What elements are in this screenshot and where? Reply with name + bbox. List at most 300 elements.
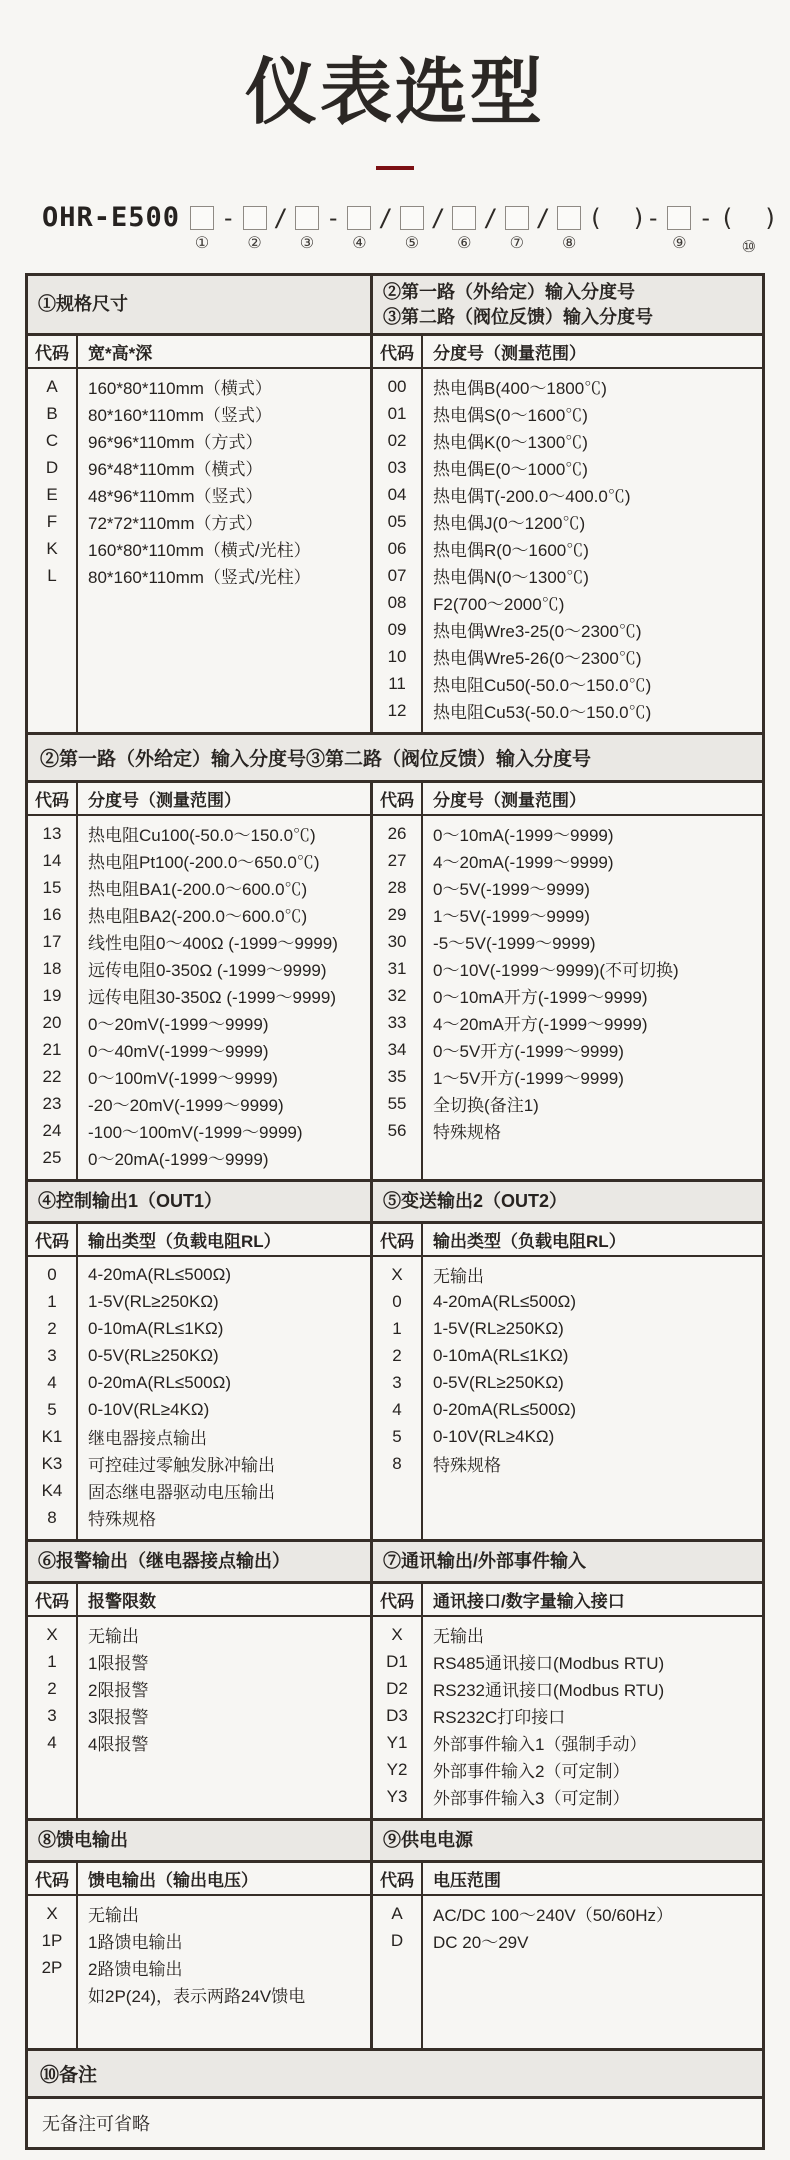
desc-cell: 0～10V(-1999～9999)(不可切换) <box>433 961 679 980</box>
code-row <box>373 928 762 955</box>
code-row <box>373 955 762 982</box>
code-box <box>243 206 267 230</box>
header-line: ①规格尺寸 <box>38 294 128 315</box>
code-row <box>28 928 370 955</box>
desc-cell: 0～100mV(-1999～9999) <box>88 1069 278 1088</box>
code-cell: 29 <box>387 904 407 924</box>
model-box-segment <box>505 202 529 255</box>
code-row <box>28 1063 370 1090</box>
code-cell: X <box>391 1624 403 1644</box>
code-row <box>373 1783 762 1810</box>
desc-cell: 96*96*110mm（方式） <box>88 433 263 452</box>
code-row <box>373 616 762 643</box>
rows <box>373 1257 762 1485</box>
desc-cell: -100～100mV(-1999～9999) <box>88 1123 303 1142</box>
code-cell: 34 <box>387 1039 407 1059</box>
code-cell: 14 <box>42 850 62 870</box>
desc-cell: 4限报警 <box>88 1735 149 1754</box>
code-row <box>28 535 370 562</box>
rows <box>28 1896 370 2048</box>
model-box-segment <box>400 202 424 255</box>
code-cell: F <box>46 511 58 531</box>
code-cell: 19 <box>42 985 62 1005</box>
separator-text: / <box>378 204 393 232</box>
code-row <box>373 1036 762 1063</box>
rows <box>373 369 762 732</box>
code-cell: 11 <box>388 673 406 693</box>
code-column-header: 代码 <box>35 1871 69 1890</box>
code-row <box>373 427 762 454</box>
code-cell: X <box>46 1903 58 1923</box>
position-number-label: ② <box>247 235 262 252</box>
desc-cell: 热电偶B(400～1800℃) <box>433 379 607 398</box>
rows <box>373 816 762 1152</box>
table-section-input-ranges <box>28 732 762 1179</box>
separator-text: - <box>325 204 341 232</box>
code-row <box>373 1117 762 1144</box>
column-header-row <box>28 1584 370 1617</box>
code-cell: 31 <box>387 958 407 978</box>
desc-cell: 160*80*110mm（横式/光柱） <box>88 541 311 560</box>
code-cell: 3 <box>392 1372 402 1392</box>
code-grid <box>373 336 762 732</box>
desc-cell: 0～20mA(-1999～9999) <box>88 1150 269 1169</box>
model-box-segment <box>452 202 476 255</box>
desc-cell: 0～5V(-1999～9999) <box>433 880 590 899</box>
page-title: 仪表选型 <box>244 53 545 133</box>
code-row <box>28 427 370 454</box>
desc-cell: 热电阻Cu100(-50.0～150.0℃) <box>88 826 316 845</box>
code-cell: A <box>46 376 58 396</box>
desc-cell: RS485通讯接口(Modbus RTU) <box>433 1654 665 1673</box>
code-row <box>373 1648 762 1675</box>
desc-cell: 外部事件输入3（可定制） <box>433 1789 630 1808</box>
code-row <box>373 481 762 508</box>
code-cell: 3 <box>47 1345 57 1365</box>
desc-cell: 1～5V开方(-1999～9999) <box>433 1069 624 1088</box>
code-row <box>373 373 762 400</box>
desc-cell: F2(700～2000℃) <box>433 595 565 614</box>
desc-cell: DC 20～29V <box>433 1933 529 1952</box>
code-row <box>373 1756 762 1783</box>
code-box <box>190 206 214 230</box>
code-cell: 56 <box>387 1120 407 1140</box>
separator-text: / <box>483 204 498 232</box>
separator-text: ( ) <box>719 204 778 232</box>
code-row <box>28 1009 370 1036</box>
desc-cell: 4～20mA(-1999～9999) <box>433 853 614 872</box>
code-row <box>373 562 762 589</box>
desc-cell: 热电偶E(0～1000℃) <box>433 460 588 479</box>
code-row <box>28 481 370 508</box>
code-cell: 26 <box>387 823 407 843</box>
code-grid <box>373 783 762 1179</box>
code-cell: D3 <box>386 1705 408 1725</box>
model-separator-segment <box>483 202 497 259</box>
desc-column-header: 宽*高*深 <box>88 344 153 363</box>
code-row <box>28 1090 370 1117</box>
desc-cell: 外部事件输入1（强制手动） <box>433 1735 647 1754</box>
code-row <box>28 847 370 874</box>
column-header-row <box>28 336 370 369</box>
code-cell: 1P <box>41 1930 63 1950</box>
code-cell: 1 <box>392 1318 402 1338</box>
code-cell: K1 <box>41 1426 63 1446</box>
code-grid <box>28 1584 370 1818</box>
code-row <box>28 1981 370 2008</box>
position-number-label: ① <box>194 235 210 252</box>
code-row <box>373 508 762 535</box>
desc-cell: 0-20mA(RL≤500Ω) <box>88 1372 231 1392</box>
code-cell: 27 <box>387 850 407 870</box>
section-columns <box>28 276 762 732</box>
code-row <box>28 373 370 400</box>
code-cell: 4 <box>47 1372 57 1392</box>
code-box <box>400 206 424 230</box>
full-width-row: 无备注可省略 <box>42 2114 150 2134</box>
desc-cell: -5～5V(-1999～9999) <box>433 934 596 953</box>
code-row <box>28 562 370 589</box>
separator-text: / <box>273 204 288 232</box>
header-line: ②第一路（外给定）输入分度号 <box>383 282 636 303</box>
desc-cell: 热电阻BA1(-200.0～600.0℃) <box>88 880 308 899</box>
section-half-right <box>370 783 762 1179</box>
code-cell: E <box>46 484 58 504</box>
half-section-header <box>28 1542 370 1584</box>
code-row <box>373 982 762 1009</box>
model-box-segment <box>667 202 691 255</box>
code-grid <box>28 1863 370 2048</box>
code-row <box>373 454 762 481</box>
column-header-row <box>373 783 762 816</box>
code-cell: 2 <box>47 1318 57 1338</box>
code-cell: A <box>391 1903 403 1923</box>
desc-cell: 特殊规格 <box>88 1510 156 1529</box>
desc-cell: 4-20mA(RL≤500Ω) <box>433 1291 577 1311</box>
code-cell: 3 <box>47 1705 57 1725</box>
desc-column-header: 分度号（测量范围） <box>433 791 587 810</box>
desc-cell: 0-10mA(RL≤1KΩ) <box>88 1318 224 1338</box>
code-cell: 12 <box>387 700 407 720</box>
model-box-segment <box>295 202 319 255</box>
code-box <box>667 206 691 230</box>
code-cell: 08 <box>387 592 407 612</box>
desc-cell: 远传电阻30-350Ω (-1999～9999) <box>88 988 336 1007</box>
model-box-segment <box>347 202 371 255</box>
model-separator-segment <box>698 202 712 259</box>
section-columns <box>28 783 762 1179</box>
code-cell: 32 <box>387 985 407 1005</box>
code-grid <box>373 1863 762 2048</box>
code-row <box>373 1450 762 1477</box>
code-cell: 01 <box>387 403 407 423</box>
separator-text: / <box>430 204 446 232</box>
code-row <box>28 1954 370 1981</box>
half-section-header <box>373 1821 762 1863</box>
code-cell: 55 <box>387 1093 407 1113</box>
model-separator-segment <box>588 202 660 259</box>
desc-cell: 热电偶Wre5-26(0～2300℃) <box>433 649 642 668</box>
half-section-header <box>28 1821 370 1863</box>
code-row <box>28 1927 370 1954</box>
code-row <box>28 1477 370 1504</box>
code-cell: 8 <box>392 1453 402 1473</box>
column-header-row <box>28 1224 370 1257</box>
code-cell: Y3 <box>386 1786 408 1806</box>
separator-text: / <box>535 204 551 232</box>
code-cell: 23 <box>42 1093 62 1113</box>
desc-cell: 固态继电器驱动电压输出 <box>88 1483 275 1502</box>
code-row <box>28 955 370 982</box>
code-grid <box>28 336 370 732</box>
rows <box>28 369 370 597</box>
title-divider <box>376 166 414 170</box>
header-line: ⑨供电电源 <box>383 1830 474 1851</box>
code-cell: 33 <box>387 1012 407 1032</box>
code-cell: 10 <box>387 646 407 666</box>
section-half-right <box>370 276 762 732</box>
code-cell: K <box>46 538 58 558</box>
desc-cell: 热电阻Cu50(-50.0～150.0℃) <box>433 676 652 695</box>
column-header-row <box>373 336 762 369</box>
code-column-header: 代码 <box>380 1592 415 1611</box>
column-header-row <box>373 1584 762 1617</box>
model-prefix: OHR-E500 <box>42 202 181 233</box>
desc-cell: 热电偶K(0～1300℃) <box>433 433 588 452</box>
half-section-header <box>373 1182 762 1224</box>
column-header-row <box>373 1863 762 1896</box>
desc-cell: 80*160*110mm（竖式） <box>88 406 272 425</box>
model-code-line <box>42 202 790 259</box>
code-row <box>28 1702 370 1729</box>
desc-cell: 热电阻Pt100(-200.0～650.0℃) <box>88 853 320 872</box>
desc-cell: 1～5V(-1999～9999) <box>433 907 590 926</box>
code-cell: 04 <box>387 484 407 504</box>
code-row <box>373 535 762 562</box>
model-separator-segment <box>221 202 235 259</box>
model-separator-segment <box>326 202 340 259</box>
desc-cell: 1路馈电输出 <box>88 1933 183 1952</box>
desc-cell: 4-20mA(RL≤500Ω) <box>88 1264 231 1284</box>
table-section-remark <box>28 2048 762 2147</box>
desc-cell: 1-5V(RL≥250KΩ) <box>88 1291 219 1311</box>
rows <box>373 1896 762 2048</box>
desc-cell: AC/DC 100～240V（50/60Hz） <box>433 1906 674 1925</box>
desc-cell: 0～10mA(-1999～9999) <box>433 826 614 845</box>
desc-cell: 无输出 <box>433 1627 485 1646</box>
model-separator-segment <box>431 202 445 259</box>
code-row <box>373 1927 762 1954</box>
desc-cell: 0～20mV(-1999～9999) <box>88 1015 269 1034</box>
code-cell: 07 <box>387 565 407 585</box>
code-row <box>28 1423 370 1450</box>
code-box <box>452 206 476 230</box>
code-cell: 28 <box>387 877 407 897</box>
code-cell: 05 <box>387 511 407 531</box>
desc-cell: 0-5V(RL≥250KΩ) <box>88 1345 219 1365</box>
section-columns <box>28 1182 762 1539</box>
desc-cell: 0-10V(RL≥4KΩ) <box>88 1399 210 1419</box>
code-row <box>373 1621 762 1648</box>
code-cell: 1 <box>47 1651 57 1671</box>
desc-column-header: 分度号（测量范围） <box>88 791 241 810</box>
desc-column-header: 输出类型（负载电阻RL） <box>433 1232 626 1251</box>
desc-cell: 热电偶N(0～1300℃) <box>433 568 589 587</box>
code-cell: D2 <box>386 1678 408 1698</box>
section-header-remark: ⑩备注 <box>28 2051 762 2099</box>
desc-cell: 1限报警 <box>88 1654 149 1673</box>
code-row <box>373 1396 762 1423</box>
code-row <box>373 670 762 697</box>
desc-cell: 热电偶T(-200.0～400.0℃) <box>433 487 631 506</box>
column-header-row <box>28 1863 370 1896</box>
code-cell: 09 <box>387 619 407 639</box>
desc-column-header: 通讯接口/数字量输入接口 <box>433 1592 625 1611</box>
code-row <box>28 982 370 1009</box>
code-cell: 4 <box>392 1399 402 1419</box>
header-line: ⑥报警输出（继电器接点输出） <box>38 1551 290 1572</box>
code-row <box>28 1621 370 1648</box>
desc-cell: 特殊规格 <box>433 1123 502 1142</box>
position-number-label: ⑤ <box>404 235 420 252</box>
header-line: ④控制输出1（OUT1） <box>38 1191 223 1212</box>
desc-cell: 热电偶R(0～1600℃) <box>433 541 589 560</box>
code-row <box>373 847 762 874</box>
code-cell: 02 <box>387 430 407 450</box>
code-column-header: 代码 <box>380 791 415 810</box>
code-row <box>373 1288 762 1315</box>
desc-cell: 热电偶S(0～1600℃) <box>433 406 588 425</box>
column-header-row <box>28 783 370 816</box>
code-cell: 25 <box>42 1147 62 1167</box>
code-cell: 2 <box>392 1345 402 1365</box>
code-cell: 15 <box>42 877 62 897</box>
section-half-right <box>370 1821 762 2048</box>
desc-cell: 无输出 <box>433 1267 485 1286</box>
table-section-outputs <box>28 1179 762 1539</box>
code-row <box>373 1009 762 1036</box>
desc-column-header: 电压范围 <box>433 1871 502 1890</box>
code-box <box>295 206 319 230</box>
code-row <box>28 1900 370 1927</box>
code-cell: 30 <box>387 931 407 951</box>
section-header-input-ranges: ②第一路（外给定）输入分度号③第二路（阀位反馈）输入分度号 <box>28 735 762 783</box>
section-half-right <box>370 1182 762 1539</box>
desc-cell: 全切换(备注1) <box>433 1096 539 1115</box>
position-number-label: ⑦ <box>509 235 524 252</box>
code-column-header: 代码 <box>35 1592 69 1611</box>
desc-cell: 2路馈电输出 <box>88 1960 183 1979</box>
code-row <box>28 820 370 847</box>
desc-cell: 0-5V(RL≥250KΩ) <box>433 1372 564 1392</box>
code-grid <box>373 1584 762 1818</box>
code-cell: L <box>47 565 57 585</box>
code-cell: D <box>45 457 59 477</box>
table-section-size-and-input <box>28 276 762 732</box>
code-column-header: 代码 <box>380 1232 415 1251</box>
code-row <box>373 874 762 901</box>
desc-cell: 0～5V开方(-1999～9999) <box>433 1042 624 1061</box>
code-row <box>373 1702 762 1729</box>
desc-cell: RS232C打印接口 <box>433 1708 566 1727</box>
model-separator-segment <box>378 202 392 259</box>
code-cell: Y1 <box>386 1732 408 1752</box>
desc-cell: 160*80*110mm（横式） <box>88 379 272 398</box>
separator-text: - <box>698 204 713 232</box>
desc-column-header: 分度号（测量范围） <box>433 344 587 363</box>
model-segments <box>190 202 778 259</box>
code-row <box>373 1342 762 1369</box>
table-section-power <box>28 1818 762 2048</box>
desc-cell: RS232通讯接口(Modbus RTU) <box>433 1681 665 1700</box>
code-box <box>347 206 371 230</box>
code-row <box>28 1288 370 1315</box>
desc-cell: 热电阻BA2(-200.0～600.0℃) <box>88 907 308 926</box>
desc-cell: 80*160*110mm（竖式/光柱） <box>88 568 311 587</box>
desc-cell: 48*96*110mm（竖式） <box>88 487 263 506</box>
desc-cell: 96*48*110mm（横式） <box>88 460 263 479</box>
code-row <box>373 643 762 670</box>
code-row <box>373 1423 762 1450</box>
code-cell: 2 <box>47 1678 57 1698</box>
header-line: ⑧馈电输出 <box>38 1830 128 1851</box>
position-number-label: ⑥ <box>457 235 472 252</box>
code-cell: 24 <box>42 1120 62 1140</box>
model-box-segment <box>243 202 267 255</box>
code-cell: 13 <box>42 823 62 843</box>
section-half-left <box>28 276 370 732</box>
model-box-segment <box>557 202 581 255</box>
code-row <box>28 1675 370 1702</box>
desc-column-header: 馈电输出（输出电压） <box>88 1871 258 1890</box>
position-number-label: ⑨ <box>672 235 687 252</box>
model-separator-segment <box>274 202 288 259</box>
code-row <box>373 1090 762 1117</box>
header-line: ⑦通讯输出/外部事件输入 <box>383 1551 587 1572</box>
desc-cell: 72*72*110mm（方式） <box>88 514 263 533</box>
code-row <box>28 400 370 427</box>
code-cell: C <box>45 430 59 450</box>
desc-cell: 热电阻Cu53(-50.0～150.0℃) <box>433 703 652 722</box>
code-cell: D <box>390 1930 404 1950</box>
desc-cell: 0～10mA开方(-1999～9999) <box>433 988 648 1007</box>
desc-cell: 3限报警 <box>88 1708 149 1727</box>
section-half-right <box>370 1542 762 1818</box>
code-cell: D1 <box>386 1651 408 1671</box>
desc-cell: 热电偶J(0～1200℃) <box>433 514 586 533</box>
code-cell: B <box>46 403 58 423</box>
code-row <box>373 1063 762 1090</box>
desc-cell: 2限报警 <box>88 1681 149 1700</box>
model-separator-segment <box>720 202 778 259</box>
position-number-label: ③ <box>299 235 315 252</box>
code-grid <box>373 1224 762 1539</box>
code-cell: Y2 <box>386 1759 408 1779</box>
code-cell: 5 <box>47 1399 57 1419</box>
code-row <box>28 1342 370 1369</box>
code-column-header: 代码 <box>35 344 69 363</box>
rows <box>28 1257 370 1539</box>
rows <box>28 816 370 1179</box>
position-number-label: ⑧ <box>562 235 577 252</box>
code-row <box>28 454 370 481</box>
code-row <box>373 1369 762 1396</box>
code-cell: 1 <box>47 1291 57 1311</box>
code-cell: 35 <box>387 1066 407 1086</box>
code-cell: 0 <box>47 1264 57 1284</box>
desc-cell: 继电器接点输出 <box>88 1429 207 1448</box>
half-section-header <box>373 276 762 336</box>
